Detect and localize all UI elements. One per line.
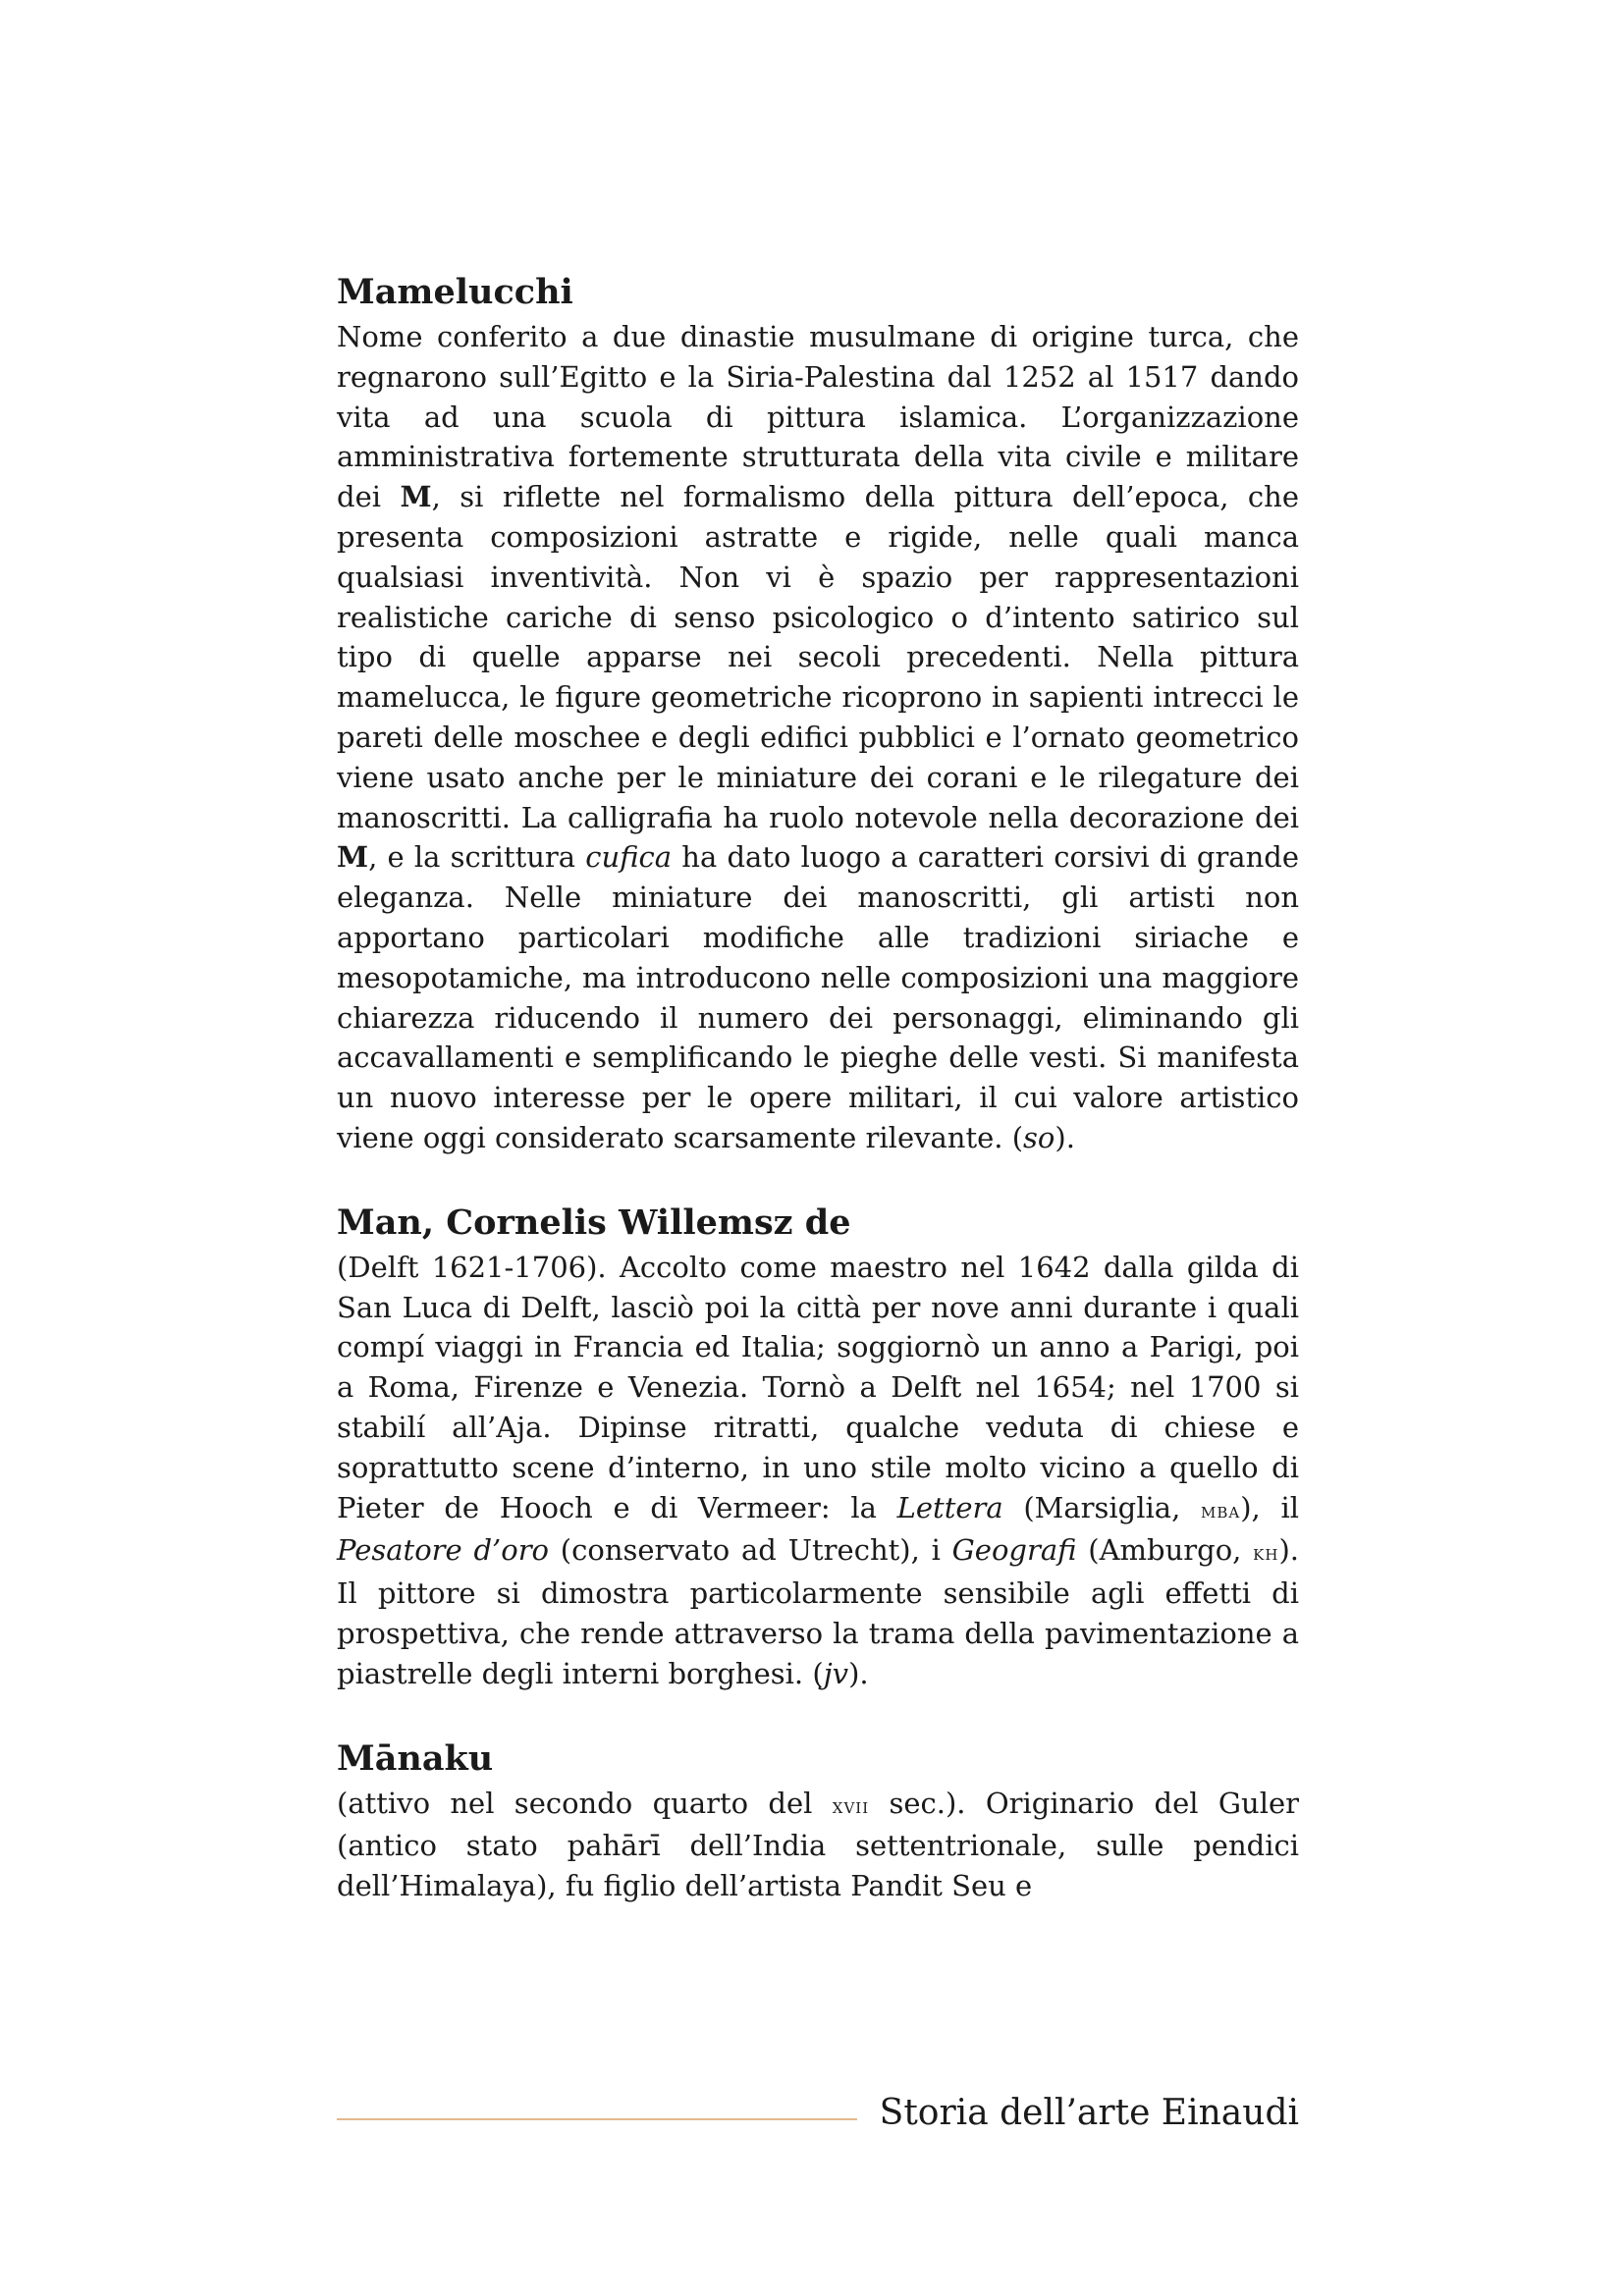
entry-man-cornelis <box>337 1201 1299 1694</box>
small-caps-text: xvii <box>832 1793 870 1818</box>
text-run: (Delft 1621-1706). Accolto come maestro nel 1642 dalla gilda di San Luca di Delft, lasciò poi la città per nove anni durante i quali compí viaggi in Francia ed Italia; soggiornò un anno a Parigi, poi a Roma, Firenze e Venezia. Tornò a Delft nel 1654; nel 1700 si stabilí all’Aja. Dipinse ritratti, qualche veduta di chiese e soprattutto scene d’interno, in uno stile molto vicino a quello di Pieter de Hooch e di Vermeer: la <box>337 1250 1299 1524</box>
text-run: , e la scrittura <box>368 840 586 875</box>
small-caps-text: mba <box>1201 1498 1241 1522</box>
text-run: ). <box>848 1656 869 1690</box>
small-caps-text: kh <box>1253 1541 1279 1566</box>
bold-text: M <box>337 840 369 875</box>
text-run: sec.). Originario del Guler (antico stato pahārī dell’India settentrionale, sulle pendici dell’Himalaya), fu figlio dell’artista Pandit Seu e <box>337 1786 1299 1903</box>
entry-title: Mānaku <box>337 1737 494 1779</box>
italic-text: Pesatore d’oro <box>337 1533 550 1568</box>
entry-body <box>337 1248 1299 1694</box>
footer-title: Storia dell’arte Einaudi <box>879 2093 1299 2133</box>
italic-text: Lettera <box>896 1490 1003 1524</box>
text-run: ), il <box>1240 1490 1299 1524</box>
text-run: , si riflette nel formalismo della pittura dell’epoca, che presenta composizioni astratte e rigide, nelle quali manca qualsiasi inventività. Non vi è spazio per rappresentazioni realistiche cariche di senso psicologico o d’intento satirico sul tipo di quelle apparse nei secoli precedenti. Nella pittura mamelucca, le figure geometriche ricoprono in sapienti intrecci le pareti delle moschee e degli edifici pubblici e l’ornato geometrico viene usato anche per le miniature dei corani e le rilegature dei manoscritti. La calligrafia ha ruolo notevole nella decorazione dei <box>337 480 1299 834</box>
page-content <box>337 270 1299 1949</box>
italic-text: so <box>1023 1120 1055 1154</box>
text-run: ). Il pittore si dimostra particolarmente sensibile agli effetti di prospettiva, che rende attraverso la trama della pavimentazione a piastrelle degli interni borghesi. ( <box>337 1533 1299 1690</box>
text-run: (Amburgo, <box>1076 1533 1254 1568</box>
text-run: (Marsiglia, <box>1002 1490 1201 1524</box>
entry-mamelucchi <box>337 270 1299 1158</box>
text-run: (conservato ad Utrecht), i <box>549 1533 952 1568</box>
entry-paragraph <box>337 317 1299 1158</box>
entry-title: Man, Cornelis Willemsz de <box>337 1201 851 1243</box>
footer-rule <box>337 2118 857 2120</box>
italic-text: Geografi <box>951 1533 1077 1568</box>
bold-text: M <box>400 480 432 514</box>
entry-manaku <box>337 1736 1299 1906</box>
text-run: (attivo nel secondo quarto del <box>337 1786 833 1820</box>
entry-title: Mamelucchi <box>337 272 573 312</box>
text-run: ). <box>1055 1120 1075 1154</box>
text-run: Nome conferito a due dinastie musulmane di origine turca, che regnarono sull’Egitto e la Siria-Palestina dal 1252 al 1517 dando vita ad una scuola di pittura islamica. L’organizzazione amministrativa fortemente strutturata della vita civile e militare dei <box>337 320 1299 514</box>
entry-paragraph <box>337 1248 1299 1694</box>
entry-body <box>337 317 1299 1158</box>
italic-text: cufica <box>585 840 673 875</box>
entry-paragraph <box>337 1784 1299 1906</box>
page-footer <box>337 2089 1299 2138</box>
entry-body <box>337 1784 1299 1906</box>
text-run: ha dato luogo a caratteri corsivi di grande eleganza. Nelle miniature dei manoscritti, gli artisti non apportano particolari modifiche alle tradizioni siriache e mesopotamiche, ma introducono nelle composizioni una maggiore chiarezza riducendo il numero dei personaggi, eliminando gli accavallamenti e semplificando le pieghe delle vesti. Si manifesta un nuovo interesse per le opere militari, il cui valore artistico viene oggi considerato scarsamente rilevante. ( <box>337 840 1299 1154</box>
italic-text: jv <box>823 1656 849 1690</box>
